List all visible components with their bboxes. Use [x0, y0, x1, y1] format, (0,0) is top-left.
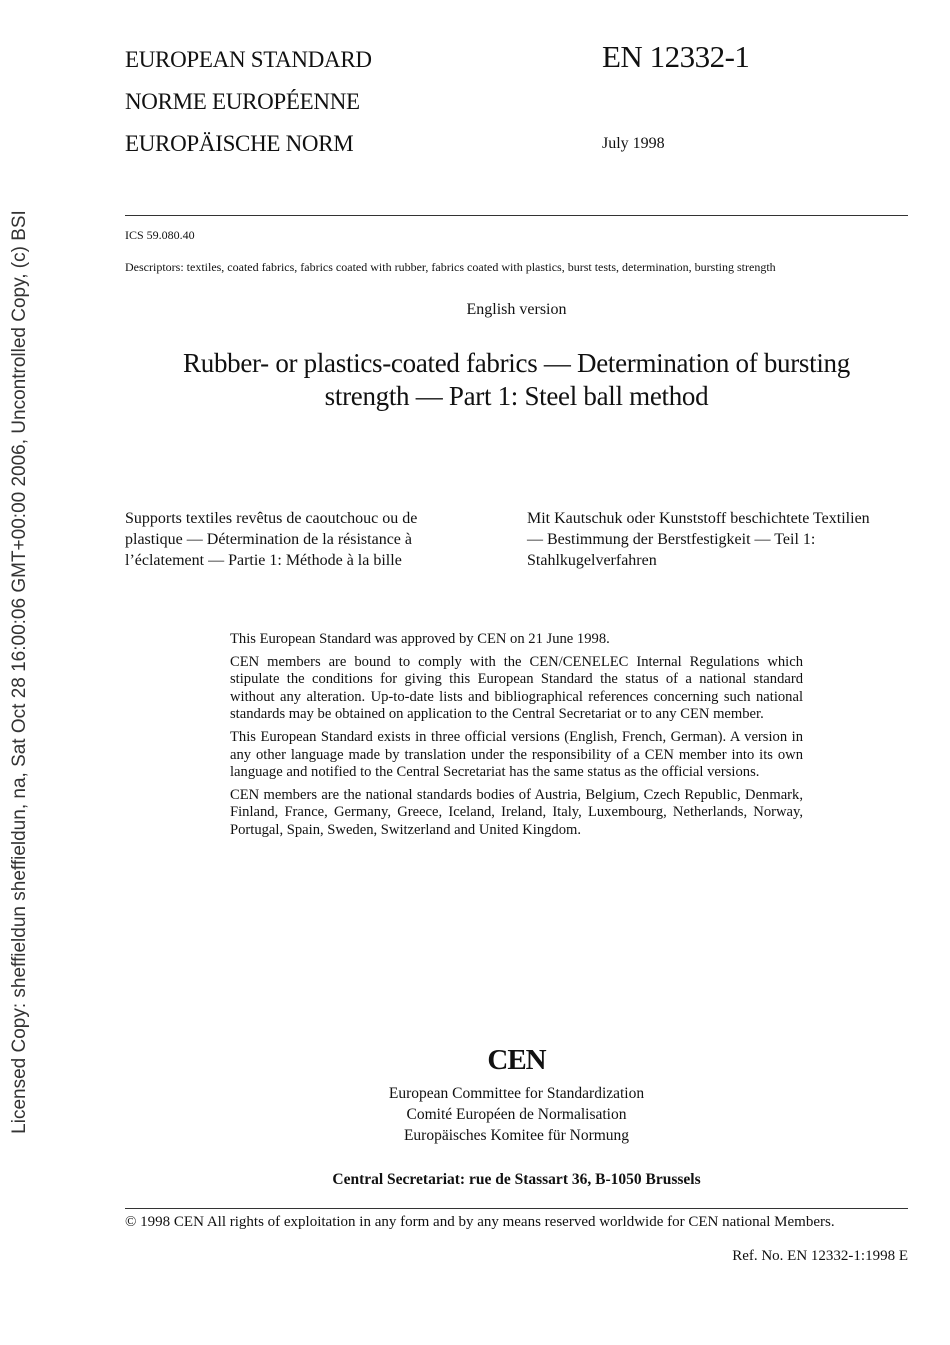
copyright-notice: © 1998 CEN All rights of exploitation in any form and by any means reserved worldwide for CEN national Members. [125, 1214, 835, 1230]
notice-regulations: CEN members are bound to comply with the CEN/CENELEC Internal Regulations which stipulate the conditions for giving this European Standard the status of a national standard without any alteration. Up-to-date lists and bibliographical references concerning such national standards may be obtained on application to the Central Secretariat or to any CEN member. [230, 653, 803, 723]
header-divider [125, 215, 908, 216]
cen-names [125, 1083, 908, 1146]
approval-notice [230, 631, 803, 845]
central-secretariat: Central Secretariat: rue de Stassart 36, B-1050 Brussels [332, 1171, 701, 1188]
descriptors: Descriptors: textiles, coated fabrics, fabrics coated with rubber, fabrics coated with plastics, burst tests, determination, bursting strength [125, 260, 776, 274]
cen-logo: CEN [487, 1044, 546, 1076]
cen-name-en: European Committee for Standardization [388, 1085, 645, 1102]
document-title-line1: Rubber- or plastics-coated fabrics — Determination of bursting [183, 348, 850, 378]
ics-code: ICS 59.080.40 [125, 228, 195, 242]
reference-number: Ref. No. EN 12332-1:1998 E [732, 1248, 908, 1264]
notice-approval: This European Standard was approved by CEN on 21 June 1998. [230, 631, 610, 647]
standard-type-de: EUROPÄISCHE NORM [125, 131, 354, 156]
footer-divider [125, 1208, 908, 1209]
notice-versions: This European Standard exists in three official versions (English, French, German). A version in any other language made by translation under the responsibility of a CEN member into its own language and notified to the Central Secretariat has the same status as the official versions. [230, 728, 803, 781]
document-title-line2: strength — Part 1: Steel ball method [324, 381, 709, 411]
language-version: English version [466, 301, 567, 318]
standard-type-fr: NORME EUROPÉENNE [125, 89, 360, 114]
german-title: Mit Kautschuk oder Kunststoff beschichtete Textilien — Bestimmung der Berstfestigkeit — Teil 1: Stahlkugelverfahren [527, 510, 870, 569]
license-watermark: Licensed Copy: sheffieldun sheffieldun, na, Sat Oct 28 16:00:06 GMT+00:00 2006, Uncontrolled Copy, (c) BSI [9, 210, 30, 1134]
publication-date: July 1998 [602, 135, 665, 152]
document-title [125, 347, 908, 413]
standard-type-en: EUROPEAN STANDARD [125, 47, 372, 72]
cen-name-de: Europäisches Komitee für Normung [403, 1127, 630, 1144]
cen-name-fr: Comité Européen de Normalisation [406, 1106, 627, 1123]
standard-number: EN 12332-1 [602, 39, 750, 74]
french-title: Supports textiles revêtus de caoutchouc ou de plastique — Détermination de la résistance à l’éclatement — Partie 1: Méthode à la bille [125, 510, 418, 569]
notice-members: CEN members are the national standards bodies of Austria, Belgium, Czech Republic, Denmark, Finland, France, Germany, Greece, Iceland, Ireland, Italy, Luxembourg, Netherlands, Norway, Portugal, Spain, Sweden, Switzerland and United Kingdom. [230, 786, 803, 838]
